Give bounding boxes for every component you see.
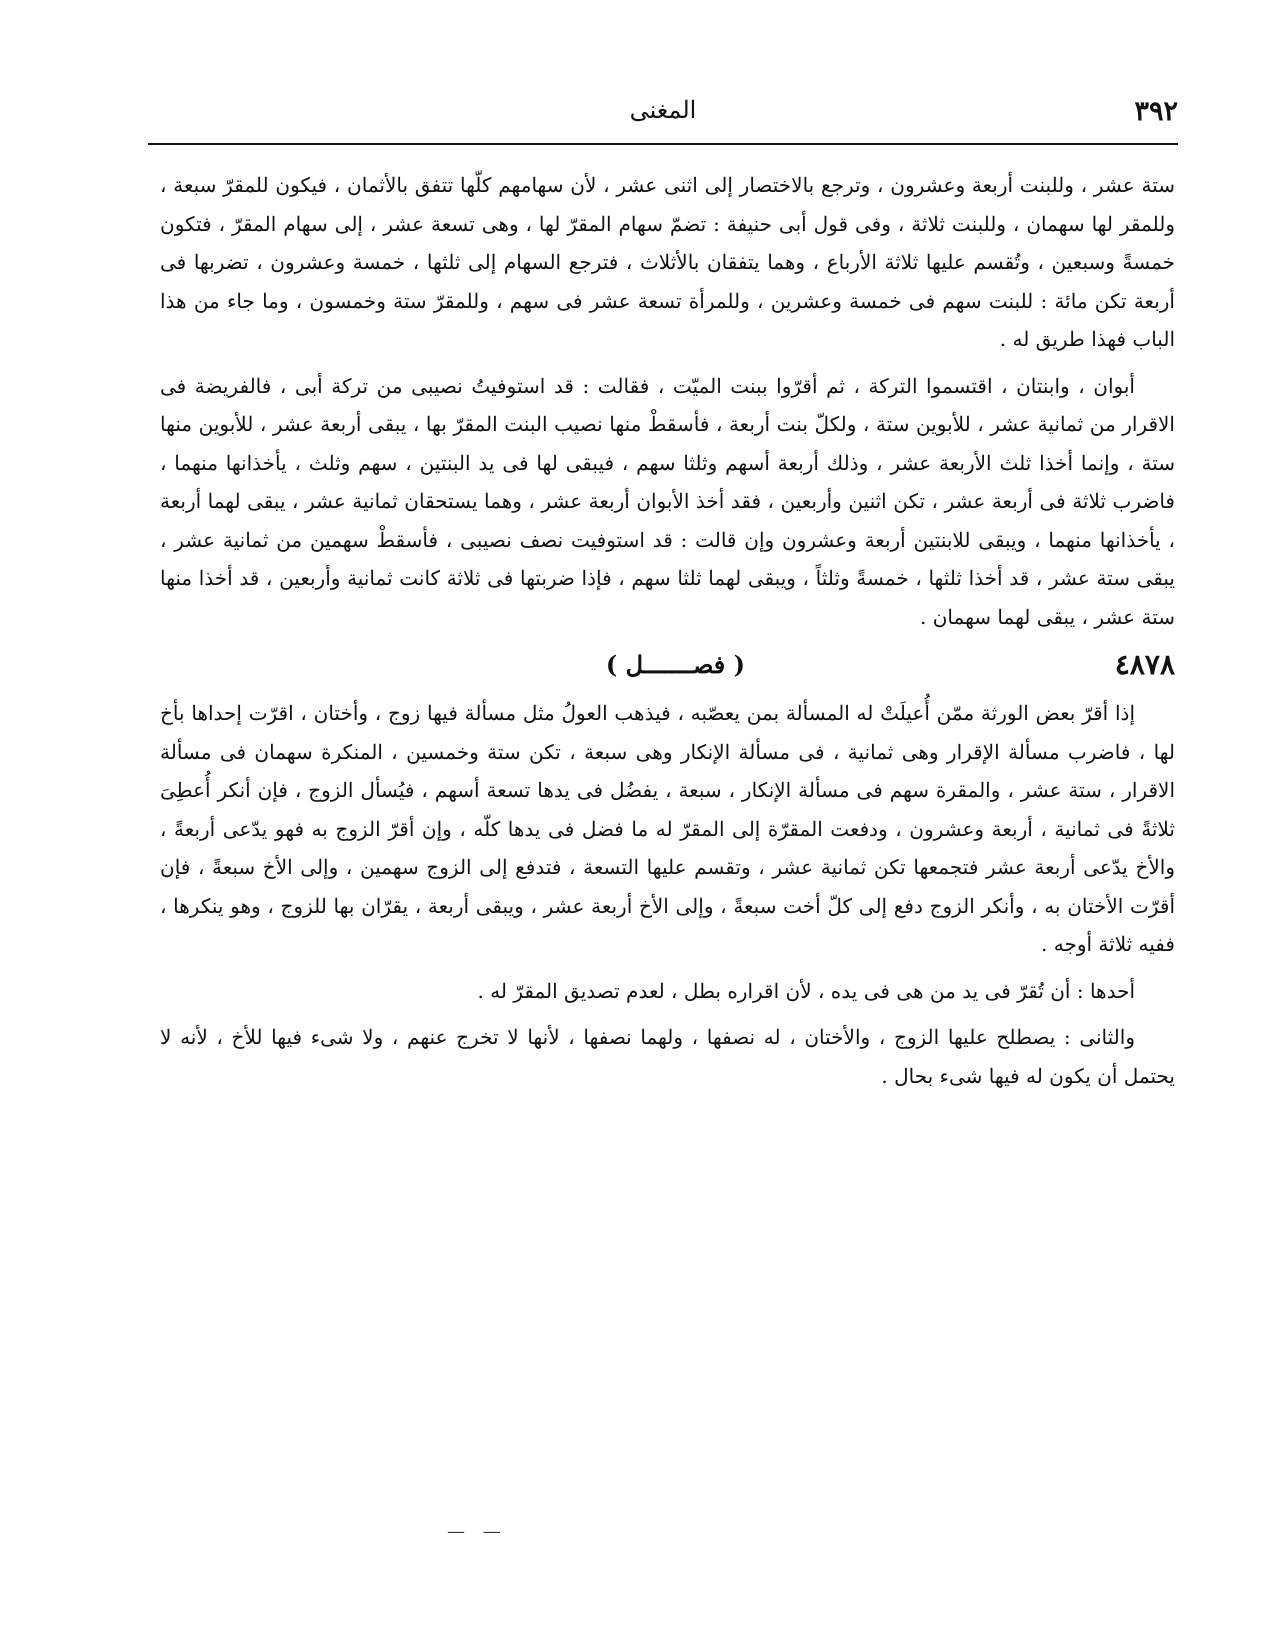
page-header <box>148 92 1178 140</box>
section-number: ٤٨٧٨ <box>1114 648 1175 681</box>
paragraph-second-view: والثانى : يصطلح عليها الزوج ، والأختان ، له نصفها ، ولهما نصفها ، لأنها لا تخرج عنهم ، ولا شىء فيها للأخ ، لأنه لا يحتمل أن يكون له فيها شىء بحال . <box>160 1025 1175 1088</box>
section-label: ( فصـــــــل ) <box>605 650 745 679</box>
running-title: المغنى <box>629 96 697 124</box>
paragraph-parents-daughters: أبوان ، وابنتان ، اقتسموا التركة ، ثم أقرّوا ببنت الميّت ، فقالت : قد استوفيتُ نصيبى من تركة أبى ، فالفريضة فى الاقرار من ثمانية عشر ، للأبوين ستة ، ولكلّ بنت أربعة ، فأسقطْ منها نصيب البنت المقرّ بها ، يبقى أربعة عشر ، للأبوين منها ستة ، وإنما أخذا ثلث الأربعة عشر ، وذلك أربعة أسهم وثلثا سهم ، فيبقى لها فى يد البنتين ، سهم وثلث ، يأخذانها منهما ، فاضرب ثلاثة فى أربعة عشر ، تكن اثنين وأربعين ، فقد أخذ الأبوان أربعة عشر ، وهما يستحقان ثمانية عشر ، يبقى لهما أربعة ، يأخذانها منهما ، ويبقى للابنتين أربعة وعشرون وإن قالت : قد استوفيت نصف نصيبى ، فأسقطْ سهمين من ثمانية عشر ، يبقى ستة عشر ، قد أخذا ثلثها ، خمسةً وثلثاً ، ويبقى لهما ثلثا سهم ، فإذا ضربتها فى ثلاثة كانت ثمانية وأربعين ، قد أخذا منها ستة عشر ، يبقى لهما سهمان . <box>160 373 1176 629</box>
footer-mark: — — <box>447 1521 507 1542</box>
paragraph-acknowledgment: إذا أقرّ بعض الورثة ممّن أُعيلَتْ له المسألة بمن يعصّبه ، فيذهب العولُ مثل مسألة فيها زوج ، وأختان ، اقرّت إحداها بأخ لها ، فاضرب مسألة الإقرار وهى ثمانية ، فى مسألة الإنكار وهى سبعة ، تكن ستة وخمسين ، المنكرة سهمان فى مسألة الاقرار ، ستة عشر ، والمقرة سهم فى مسألة الإنكار ، سبعة ، يفضُل فى يدها تسعة أسهم ، فيُسأل الزوج ، فإن أنكر أُعطِىَ ثلاثةً فى ثمانية ، أربعة وعشرون ، ودفعت المقرّة إلى المقرّ له ما فضل فى يدها كلّه ، وإن أقرّ الزوج به فهو يدّعى أربعةً ، والأخ يدّعى أربعة عشر فتجمعها تكن ثمانية عشر ، وتقسم عليها التسعة ، فتدفع إلى الزوج سهمين ، وإلى الأخ سبعةً ، فإن أقرّت الأختان به ، وأنكر الزوج دفع إلى كلّ أخت سبعةً ، وإلى الأخ أربعة عشر ، ويبقى أربعة ، يقرّان بها للزوج ، وهو ينكرها ، ففيه ثلاثة أوجه . <box>160 701 1175 956</box>
body-text <box>160 166 1175 1095</box>
header-rule <box>148 143 1178 145</box>
paragraph-first-view: أحدها : أن تُقرّ فى يد من هى فى يده ، لأن اقراره بطل ، لعدم تصديق المقرّ له . <box>477 978 1135 1003</box>
page-number: ٣٩٢ <box>1134 96 1178 127</box>
section-heading <box>160 648 1175 692</box>
paragraph-inheritance-shares: ستة عشر ، وللبنت أربعة وعشرون ، وترجع بالاختصار إلى اثنى عشر ، لأن سهامهم كلّها تتفق بالأثمان ، فيكون للمقرّ سبعة ، وللمقر لها سهمان ، وللبنت ثلاثة ، وفى قول أبى حنيفة : تضمّ سهام المقرّ لها ، وهى تسعة عشر ، إلى سهام المقرّ ، فتكون خمسةً وسبعين ، وتُقسم عليها ثلاثة الأرباع ، وهما يتفقان بالأثلاث ، فترجع السهام إلى ثلثها ، خمسة وعشرون ، تضربها فى أربعة تكن مائة : للبنت سهم فى خمسة وعشرين ، وللمرأة تسعة عشر فى سهم ، وللمقرّ ستة وخمسون ، وما جاء من هذا الباب فهذا طريق له . <box>160 173 1175 351</box>
